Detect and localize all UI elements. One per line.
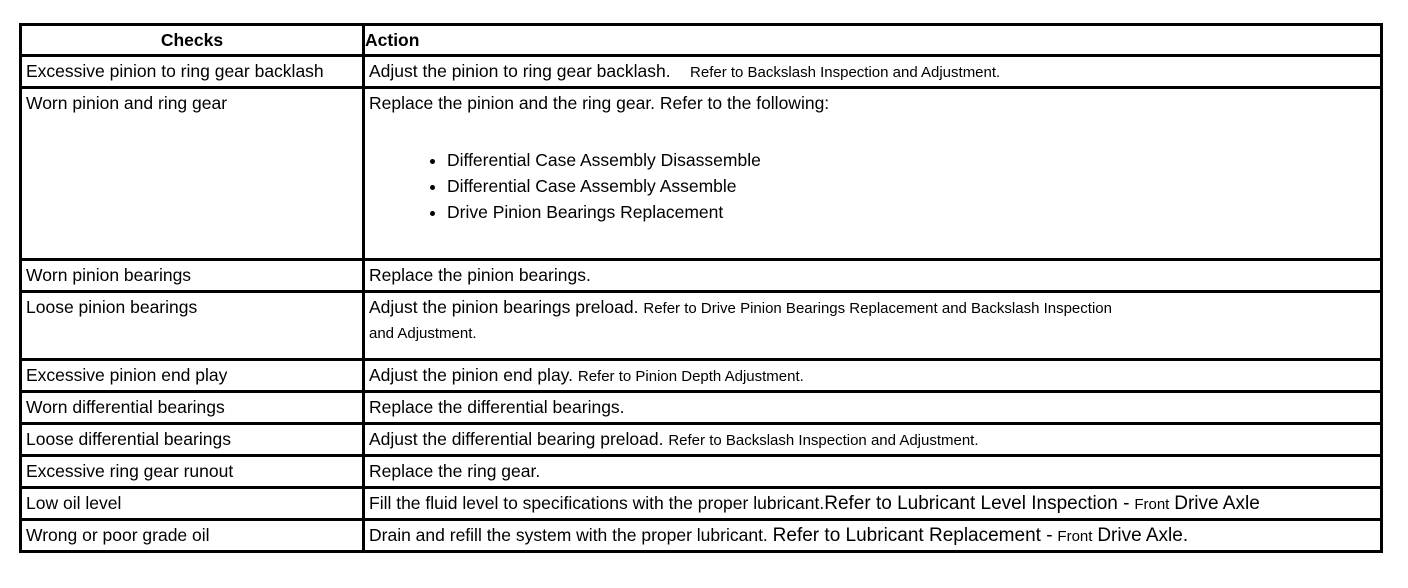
action-cell: Replace the differential bearings. (364, 392, 1382, 424)
reference-axle: Drive Axle. (1097, 525, 1189, 546)
check-cell: Excessive pinion end play (21, 360, 364, 392)
action-cell: Replace the ring gear. (364, 456, 1382, 488)
action-cell (364, 360, 1382, 392)
action-text: Drain and refill the system with the proper lubricant. (369, 525, 768, 545)
header-action: Action (364, 25, 1382, 56)
action-cell (364, 292, 1382, 360)
reference-text: Refer to Lubricant Replacement - (772, 525, 1053, 546)
reference-axle: Drive Axle (1174, 493, 1260, 514)
reference-list (369, 147, 1376, 225)
action-text: Adjust the pinion end play. (369, 365, 573, 385)
header-checks: Checks (21, 25, 364, 56)
action-cell (364, 88, 1382, 260)
check-cell: Excessive pinion to ring gear backlash (21, 56, 364, 88)
table-row (21, 456, 1382, 488)
check-cell: Wrong or poor grade oil (21, 520, 364, 552)
check-cell: Loose pinion bearings (21, 292, 364, 360)
table-row (21, 424, 1382, 456)
reference-text-continued: and Adjustment. (369, 325, 477, 342)
reference-text: Refer to Backslash Inspection and Adjustment. (668, 432, 979, 449)
check-cell: Low oil level (21, 488, 364, 520)
diagnostic-table (19, 23, 1383, 553)
reference-front: Front (1134, 496, 1170, 513)
action-cell (364, 424, 1382, 456)
action-text: Adjust the pinion to ring gear backlash. (369, 61, 671, 81)
table-row (21, 260, 1382, 292)
action-text: Fill the fluid level to specifications with the proper lubricant. (369, 493, 825, 513)
table-row (21, 88, 1382, 260)
list-item: • Drive Pinion Bearings Replacement (447, 199, 1376, 225)
check-cell: Worn pinion and ring gear (21, 88, 364, 260)
table-row (21, 520, 1382, 552)
check-cell: Loose differential bearings (21, 424, 364, 456)
reference-text: Refer to Pinion Depth Adjustment. (577, 368, 804, 385)
table-row (21, 488, 1382, 520)
action-text: Adjust the differential bearing preload. (369, 429, 664, 449)
action-cell (364, 56, 1382, 88)
table-row (21, 292, 1382, 360)
reference-text: Refer to Backslash Inspection and Adjustment. (690, 64, 1001, 81)
action-text: Adjust the pinion bearings preload. (369, 297, 639, 317)
action-text: Replace the pinion and the ring gear. Refer to the following: (369, 93, 830, 113)
check-cell: Worn pinion bearings (21, 260, 364, 292)
reference-text: Refer to Drive Pinion Bearings Replacement and Backslash Inspection (643, 300, 1112, 317)
table-row (21, 360, 1382, 392)
table-row (21, 392, 1382, 424)
action-cell (364, 520, 1382, 552)
check-cell: Excessive ring gear runout (21, 456, 364, 488)
action-cell (364, 488, 1382, 520)
table-row (21, 56, 1382, 88)
reference-front: Front (1057, 528, 1093, 545)
action-cell: Replace the pinion bearings. (364, 260, 1382, 292)
list-item: • Differential Case Assembly Disassemble (447, 147, 1376, 173)
check-cell: Worn differential bearings (21, 392, 364, 424)
header-row (21, 25, 1382, 56)
reference-text: Refer to Lubricant Level Inspection - (824, 493, 1130, 514)
list-item: • Differential Case Assembly Assemble (447, 173, 1376, 199)
